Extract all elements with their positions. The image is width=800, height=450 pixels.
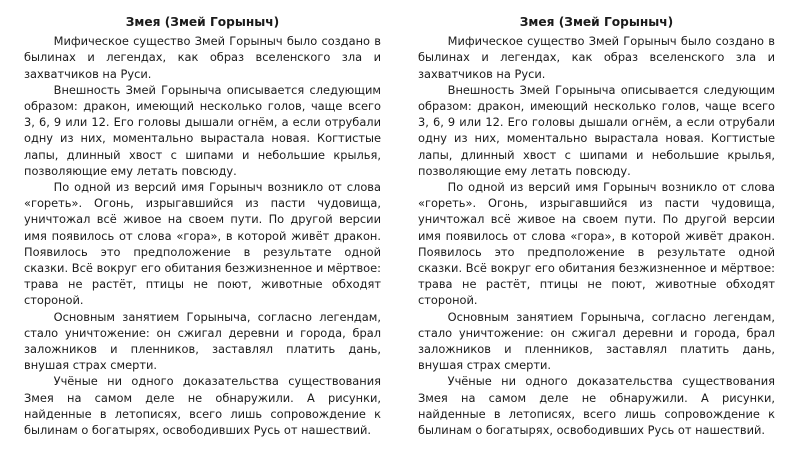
document-title: Змея (Змей Горыныч) xyxy=(125,15,280,29)
text-column-right xyxy=(418,14,775,438)
paragraph-intro: Мифическое существо Змей Горыныч было создано в былинах и легендах, как образ вселенского зла и захватчиков на Руси. xyxy=(24,34,381,81)
paragraph-appearance: Внешность Змей Горыныча описывается следующим образом: дракон, имеющий несколько голов, чаще всего 3, 6, 9 или 12. Его головы дышали огнём, а если отрубали одну из них, моментально вырастала новая. Когтистые лапы, длинный хвост с шипами и небольшие крылья, позволяющие ему летать повсюду. xyxy=(24,82,381,178)
document-title-copy: Змея (Змей Горыныч) xyxy=(519,15,674,29)
paragraph-occupation-copy: Основным занятием Горыныча, согласно легендам, стало уничтожение: он сжигал деревни и города, брал заложников и пленников, заставлял платить дань, внушая страх смерти. xyxy=(418,309,775,373)
paragraph-name-origin-copy: По одной из версий имя Горыныч возникло от слова «гореть». Огонь, изрыгавшийся из пасти чудовища, уничтожал всё живое на своем пути. По другой версии имя появилось от слова «гора», в которой живёт дракон. Появилось это предположение в результате одной сказки. Всё вокруг его обитания безжизненное и мёртвое: трава не растёт, птицы не поют, животные обходят стороной. xyxy=(418,180,775,308)
text-column-left xyxy=(24,14,381,438)
paragraph-appearance-copy: Внешность Змей Горыныча описывается следующим образом: дракон, имеющий несколько голов, чаще всего 3, 6, 9 или 12. Его головы дышали огнём, а если отрубали одну из них, моментально вырастала новая. Когтистые лапы, длинный хвост с шипами и небольшие крылья, позволяющие ему летать повсюду. xyxy=(418,82,775,178)
paragraph-occupation: Основным занятием Горыныча, согласно легендам, стало уничтожение: он сжигал деревни и города, брал заложников и пленников, заставлял платить дань, внушая страх смерти. xyxy=(24,309,381,373)
paragraph-name-origin: По одной из версий имя Горыныч возникло от слова «гореть». Огонь, изрыгавшийся из пасти чудовища, уничтожал всё живое на своем пути. По другой версии имя появилось от слова «гора», в которой живёт дракон. Появилось это предположение в результате одной сказки. Всё вокруг его обитания безжизненное и мёртвое: трава не растёт, птицы не поют, животные обходят стороной. xyxy=(24,180,381,308)
paragraph-evidence: Учёные ни одного доказательства существования Змея на самом деле не обнаружили. А рисунки, найденные в летописях, всего лишь сопровождение к былинам о богатырях, освободивших Русь от нашествий. xyxy=(24,374,381,438)
paragraph-evidence-copy: Учёные ни одного доказательства существования Змея на самом деле не обнаружили. А рисунки, найденные в летописях, всего лишь сопровождение к былинам о богатырях, освободивших Русь от нашествий. xyxy=(418,374,775,438)
paragraph-intro-copy: Мифическое существо Змей Горыныч было создано в былинах и легендах, как образ вселенского зла и захватчиков на Руси. xyxy=(418,34,775,81)
